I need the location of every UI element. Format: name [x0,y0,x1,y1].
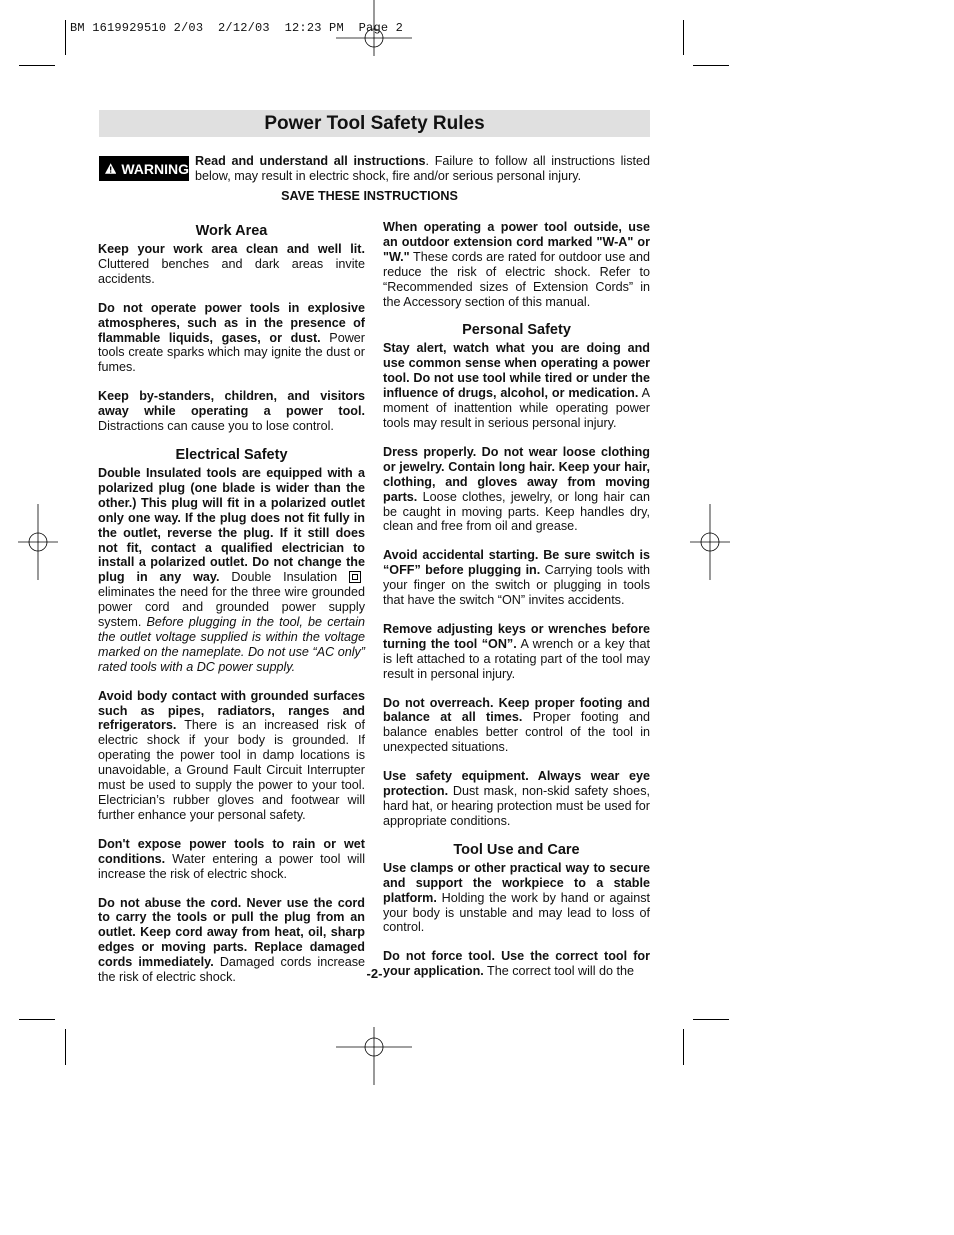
title-bar [99,110,650,137]
crop-mark [65,1029,66,1065]
paragraph: Do not overreach. Keep proper footing and balance at all times. Proper footing and balance enables better control of the tool in unexpected situations. [383,695,650,755]
paragraph: Do not operate power tools in explosive atmospheres, such as in the presence of flammable liquids, gases, or dust. Power tools create sparks which may ignite the dust or fumes. [98,300,365,375]
registration-mark-bottom [336,1009,412,1085]
registration-mark-top [336,0,412,76]
paragraph: Keep your work area clean and well lit. Cluttered benches and dark areas invite accidents. [98,242,365,286]
crop-mark [683,20,684,55]
section-heading-tool-use-and-care: Tool Use and Care [453,841,580,858]
paragraph: Dress properly. Do not wear loose clothing or jewelry. Contain long hair. Keep your hair, clothing, and gloves away from moving parts. Loose clothes, jewelry, or long hair can be caught in moving parts. Keep handles dry, clean and free from oil and grease. [383,444,650,534]
paragraph: Do not force tool. Use the correct tool for your application. The correct tool will do the [383,949,650,979]
paragraph: Keep by-standers, children, and visitors away while operating a power tool. Distractions can cause you to lose control. [98,389,365,434]
section-heading-electrical-safety: Electrical Safety [175,446,288,463]
crop-mark [693,65,729,66]
paragraph: Use safety equipment. Always wear eye protection. Dust mask, non-skid safety shoes, hard hat, or hearing protection must be used for appropriate conditions. [383,769,650,828]
warning-lead: Read and understand all instructions [195,154,426,168]
paragraph: Avoid accidental starting. Be sure switch is “OFF” before plugging in. Carrying tools with your finger on the switch or plugging in tools that have the switch “ON” invites accidents. [383,548,650,608]
warning-text: Read and understand all instructions. Failure to follow all instructions listed below, may result in electric shock, fire and/or serious personal injury. [195,154,650,183]
page-number: -2- [366,966,383,981]
save-instructions: SAVE THESE INSTRUCTIONS [281,189,458,203]
paragraph: Remove adjusting keys or wrenches before turning the tool “ON”. A wrench or a key that is left attached to a rotating part of the tool may result in personal injury. [383,621,650,681]
crop-mark [19,65,55,66]
paragraph: Don't expose power tools to rain or wet conditions. Water entering a power tool will increase the risk of electric shock. [98,836,365,881]
page-title: Power Tool Safety Rules [264,113,485,134]
registration-mark-left [0,504,76,580]
paragraph: Stay alert, watch what you are doing and use common sense when operating a power tool. Do not use tool while tired or under the influence of drugs, alcohol, or medication. A moment of inattention while operating power tools may result in serious personal injury. [383,341,650,430]
section-heading-work-area: Work Area [195,223,268,239]
crop-mark [19,1019,55,1020]
paragraph: Double Insulated tools are equipped with a polarized plug (one blade is wider than the other.) This plug will fit in a polarized outlet only one way. If the plug does not fit fully in the outlet, reverse the plug. If it still does not fit, contact a qualified electrician to install a polarized outlet. Do not change the plug in any way. Double Insulation eliminates the need for the three wire grounded power cord and grounded power supply system. Before plugging in the tool, be certain the outlet voltage supplied is within the voltage marked on the nameplate. Do not use “AC only” rated tools with a DC power supply. [98,465,365,674]
double-insulation-icon [349,571,361,583]
right-column [383,220,650,986]
paragraph: Do not abuse the cord. Never use the cord to carry the tools or pull the plug from an outlet. Keep cord away from heat, oil, sharp edges or moving parts. Replace damaged cords immediately. Damaged cords increase the risk of electric shock. [98,895,366,985]
section-heading-personal-safety: Personal Safety [462,322,571,339]
left-column [98,220,365,991]
paragraph: Use clamps or other practical way to secure and support the workpiece to a stable platform. Holding the work by hand or against your body is unstable and may lead to loss of control. [383,860,650,935]
warning-triangle-icon [105,162,116,175]
crop-mark [65,20,66,55]
warning-label: WARNING [121,160,189,177]
paragraph: Avoid body contact with grounded surfaces such as pipes, radiators, ranges and refrigerators. There is an increased risk of electric shock if your body is grounded. If operating the power tool in damp locations is unavoidable, a Ground Fault Circuit Interrupter must be used to supply the power to your tool. Electrician’s rubber gloves and footwear will further enhance your personal safety. [98,688,365,822]
paragraph: When operating a power tool outside, use an outdoor extension cord marked "W-A" or "W." These cords are rated for outdoor use and reduce the risk of electric shock. Refer to “Recommended sizes of Extension Cords” in the Accessory section of this manual. [383,220,650,309]
crop-mark [693,1019,729,1020]
warning-badge [99,156,189,181]
print-slug: BM 1619929510 2/03 2/12/03 12:23 PM Page 2 [70,21,404,35]
registration-mark-right [672,504,748,580]
crop-mark [683,1029,684,1065]
